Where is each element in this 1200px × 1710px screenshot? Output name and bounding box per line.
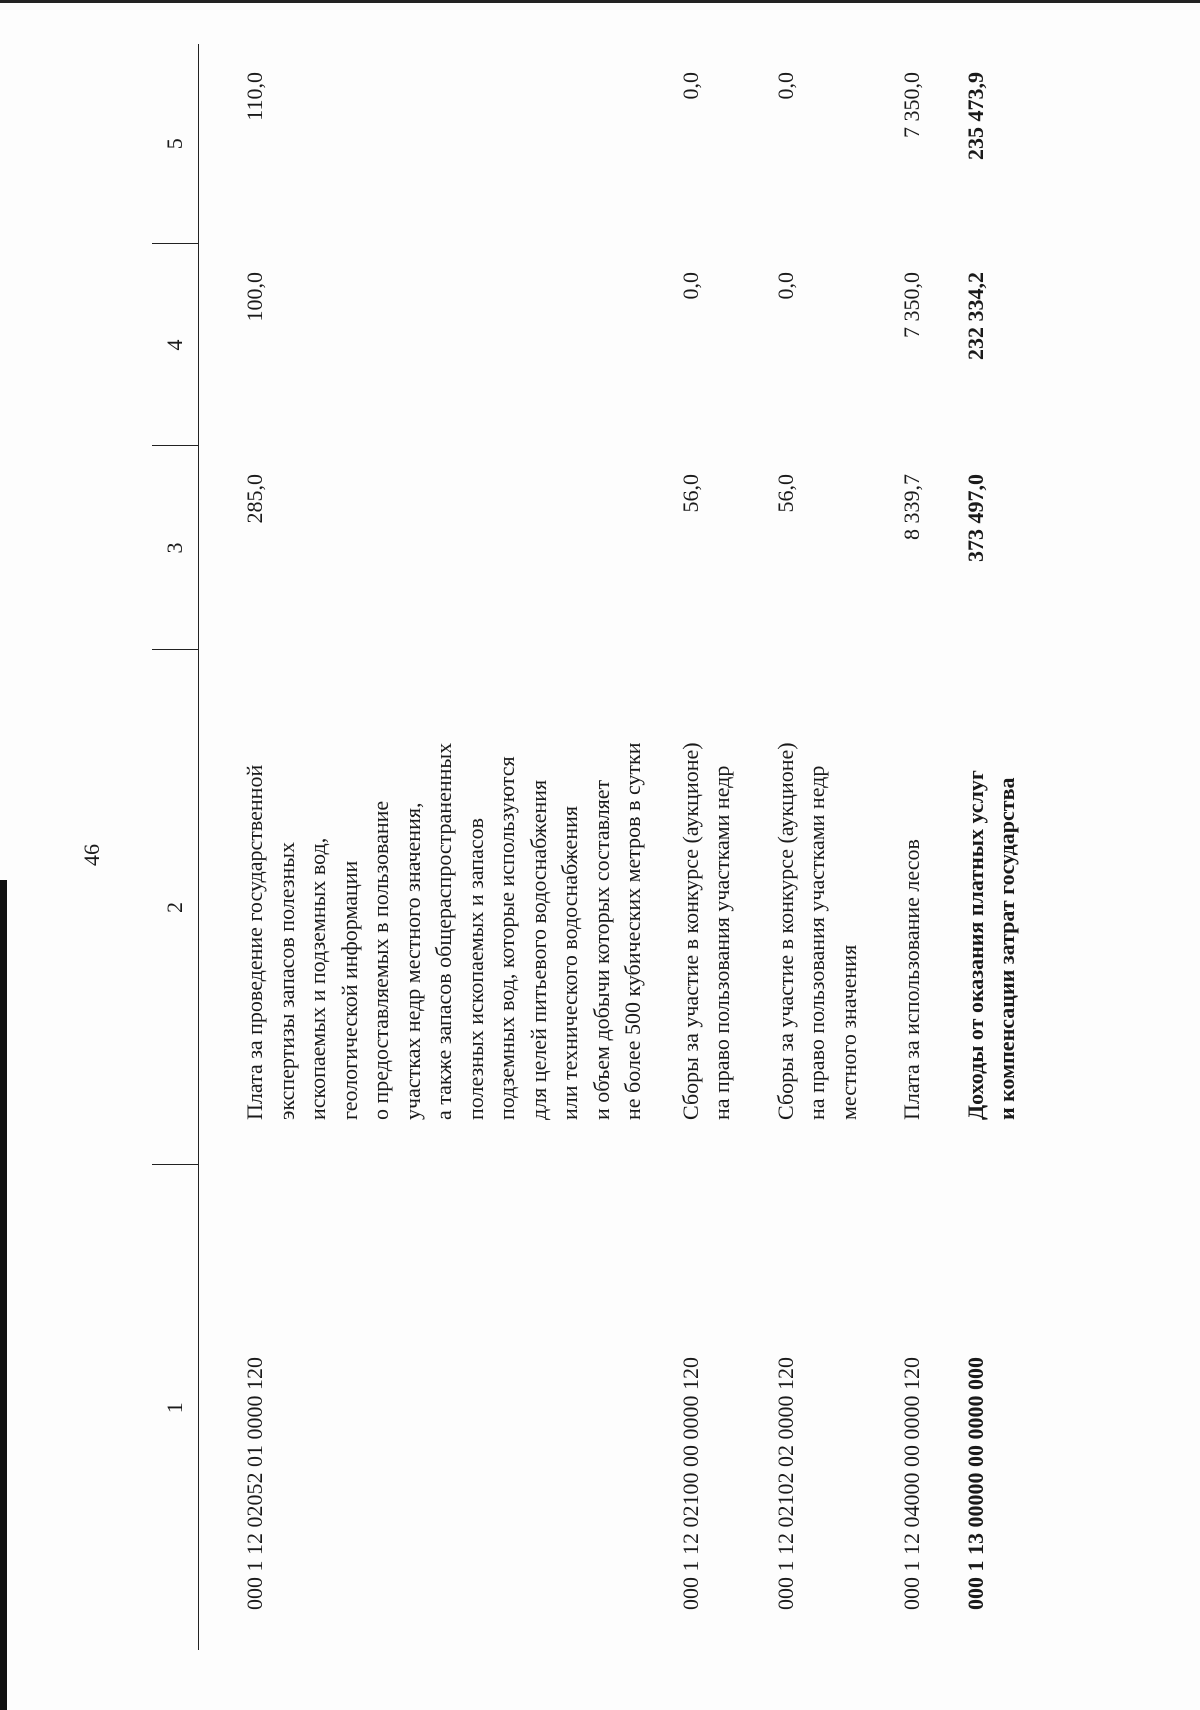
column-number-row: [152, 44, 199, 1650]
value-col3: 8 339,7: [899, 474, 924, 540]
revenue-name: Сборы за участие в конкурсе (аукционе) на право пользования участками недр местного значения: [772, 742, 861, 1120]
budget-code: 000 1 12 02100 00 0000 120: [677, 1357, 703, 1610]
budget-code: 000 1 12 02102 02 0000 120: [772, 1357, 798, 1610]
value-col3: 56,0: [677, 474, 703, 513]
table-row: [880, 44, 944, 1650]
revenue-name: Плата за использование лесов: [899, 839, 924, 1120]
budget-code: 000 1 12 02052 01 0000 120: [242, 1357, 267, 1610]
column-header-2: 2: [152, 650, 199, 1165]
column-header-4: 4: [152, 244, 199, 446]
value-col5: 7 350,0: [899, 72, 924, 138]
value-col4: 7 350,0: [899, 272, 924, 338]
table-row: [754, 44, 881, 1650]
value-col3: 56,0: [772, 474, 798, 513]
table-row-total: [944, 44, 1039, 1650]
value-col5: 0,0: [772, 72, 798, 100]
table-row: [199, 44, 659, 1650]
value-col3: 373 497,0: [962, 474, 988, 562]
page-number: 46: [79, 844, 104, 866]
column-header-5: 5: [152, 44, 199, 244]
value-col4: 100,0: [242, 272, 267, 322]
value-col5: 110,0: [242, 72, 267, 121]
budget-code: 000 1 13 00000 00 0000 000: [962, 1357, 988, 1610]
value-col3: 285,0: [242, 474, 267, 524]
revenue-name: Плата за проведение государственной экспертизы запасов полезных ископаемых и подземных вод, геологической информации о предоставляемых в пользование участках недр местного значения, а также запасов общераспространенных полезных ископаемых и запасов подземных вод, которые используются для целей питьевого водоснабжения или технического водоснабжения и объем добычи которых составляет не более 500 кубических метров в сутки: [242, 742, 645, 1120]
column-header-3: 3: [152, 446, 199, 650]
value-col4: 0,0: [677, 272, 703, 300]
column-header-1: 1: [152, 1165, 199, 1650]
value-col4: 0,0: [772, 272, 798, 300]
budget-revenue-table: [152, 44, 1039, 1650]
value-col4: 232 334,2: [962, 272, 988, 360]
revenue-name: Сборы за участие в конкурсе (аукционе) на право пользования участками недр: [677, 742, 734, 1120]
value-col5: 235 473,9: [962, 72, 988, 160]
revenue-name: Доходы от оказания платных услуг и компенсации затрат государства: [962, 770, 1019, 1120]
value-col5: 0,0: [677, 72, 703, 100]
table-row: [659, 44, 754, 1650]
budget-code: 000 1 12 04000 00 0000 120: [899, 1357, 924, 1610]
